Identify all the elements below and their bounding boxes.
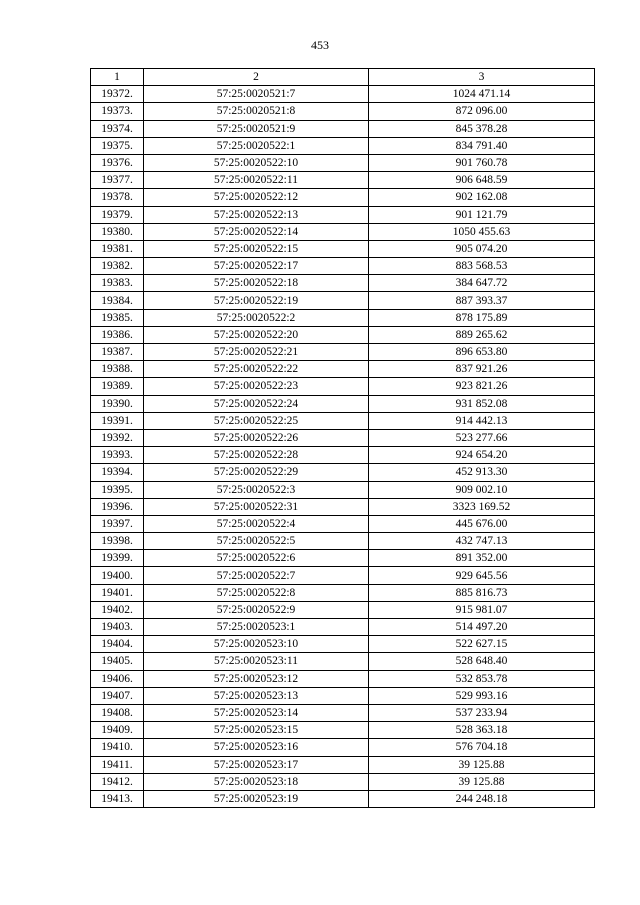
cell-row-number: 19391. bbox=[91, 412, 144, 429]
cell-cadastral-number: 57:25:0020522:29 bbox=[144, 464, 369, 481]
cell-cadastral-number: 57:25:0020521:8 bbox=[144, 103, 369, 120]
cell-value: 514 497.20 bbox=[369, 619, 595, 636]
cell-value: 906 648.59 bbox=[369, 172, 595, 189]
cell-cadastral-number: 57:25:0020522:20 bbox=[144, 326, 369, 343]
cell-row-number: 19375. bbox=[91, 137, 144, 154]
table-row bbox=[91, 309, 595, 326]
table-row bbox=[91, 533, 595, 550]
cell-row-number: 19398. bbox=[91, 533, 144, 550]
cell-value: 576 704.18 bbox=[369, 739, 595, 756]
cell-row-number: 19413. bbox=[91, 790, 144, 807]
table-row bbox=[91, 498, 595, 515]
cell-value: 522 627.15 bbox=[369, 636, 595, 653]
cell-value: 878 175.89 bbox=[369, 309, 595, 326]
cell-value: 1024 471.14 bbox=[369, 86, 595, 103]
cell-row-number: 19401. bbox=[91, 584, 144, 601]
cell-cadastral-number: 57:25:0020523:10 bbox=[144, 636, 369, 653]
table-row bbox=[91, 395, 595, 412]
cell-row-number: 19397. bbox=[91, 515, 144, 532]
cell-value: 901 121.79 bbox=[369, 206, 595, 223]
cell-row-number: 19378. bbox=[91, 189, 144, 206]
cell-value: 887 393.37 bbox=[369, 292, 595, 309]
cell-cadastral-number: 57:25:0020523:11 bbox=[144, 653, 369, 670]
cell-row-number: 19412. bbox=[91, 773, 144, 790]
cell-cadastral-number: 57:25:0020522:15 bbox=[144, 240, 369, 257]
cell-row-number: 19376. bbox=[91, 154, 144, 171]
cell-value: 834 791.40 bbox=[369, 137, 595, 154]
cell-row-number: 19410. bbox=[91, 739, 144, 756]
table-row bbox=[91, 653, 595, 670]
cell-cadastral-number: 57:25:0020522:13 bbox=[144, 206, 369, 223]
cell-cadastral-number: 57:25:0020521:9 bbox=[144, 120, 369, 137]
cell-value: 39 125.88 bbox=[369, 756, 595, 773]
cell-value: 896 653.80 bbox=[369, 344, 595, 361]
cell-cadastral-number: 57:25:0020522:19 bbox=[144, 292, 369, 309]
cell-value: 883 568.53 bbox=[369, 258, 595, 275]
cell-row-number: 19393. bbox=[91, 447, 144, 464]
table-row bbox=[91, 567, 595, 584]
table-row bbox=[91, 464, 595, 481]
cell-row-number: 19377. bbox=[91, 172, 144, 189]
cell-cadastral-number: 57:25:0020522:9 bbox=[144, 601, 369, 618]
cell-value: 452 913.30 bbox=[369, 464, 595, 481]
cell-row-number: 19409. bbox=[91, 722, 144, 739]
cell-cadastral-number: 57:25:0020522:18 bbox=[144, 275, 369, 292]
table-row bbox=[91, 86, 595, 103]
cell-row-number: 19373. bbox=[91, 103, 144, 120]
table-row bbox=[91, 292, 595, 309]
cell-value: 891 352.00 bbox=[369, 550, 595, 567]
cell-value: 3323 169.52 bbox=[369, 498, 595, 515]
cell-cadastral-number: 57:25:0020522:14 bbox=[144, 223, 369, 240]
table-body bbox=[91, 86, 595, 808]
cell-cadastral-number: 57:25:0020522:26 bbox=[144, 429, 369, 446]
table-row bbox=[91, 137, 595, 154]
table-row bbox=[91, 206, 595, 223]
table-row bbox=[91, 756, 595, 773]
table-row bbox=[91, 412, 595, 429]
cell-cadastral-number: 57:25:0020522:2 bbox=[144, 309, 369, 326]
cell-row-number: 19400. bbox=[91, 567, 144, 584]
cell-value: 931 852.08 bbox=[369, 395, 595, 412]
cell-row-number: 19389. bbox=[91, 378, 144, 395]
table-row bbox=[91, 619, 595, 636]
cell-cadastral-number: 57:25:0020522:28 bbox=[144, 447, 369, 464]
cell-cadastral-number: 57:25:0020522:31 bbox=[144, 498, 369, 515]
cell-row-number: 19387. bbox=[91, 344, 144, 361]
table-row bbox=[91, 172, 595, 189]
cell-row-number: 19396. bbox=[91, 498, 144, 515]
table-row bbox=[91, 636, 595, 653]
cell-row-number: 19386. bbox=[91, 326, 144, 343]
cell-row-number: 19381. bbox=[91, 240, 144, 257]
cell-value: 905 074.20 bbox=[369, 240, 595, 257]
column-header-value: 3 bbox=[369, 69, 595, 86]
cell-row-number: 19384. bbox=[91, 292, 144, 309]
table-row bbox=[91, 189, 595, 206]
table-row bbox=[91, 601, 595, 618]
table-header-row bbox=[91, 69, 595, 86]
cell-row-number: 19407. bbox=[91, 687, 144, 704]
table-row bbox=[91, 773, 595, 790]
table-row bbox=[91, 550, 595, 567]
table-row bbox=[91, 739, 595, 756]
table-row bbox=[91, 704, 595, 721]
cell-row-number: 19394. bbox=[91, 464, 144, 481]
table-row bbox=[91, 447, 595, 464]
table-row bbox=[91, 344, 595, 361]
cell-cadastral-number: 57:25:0020522:17 bbox=[144, 258, 369, 275]
registry-table bbox=[90, 68, 595, 808]
cell-value: 528 648.40 bbox=[369, 653, 595, 670]
cell-cadastral-number: 57:25:0020522:7 bbox=[144, 567, 369, 584]
table-row bbox=[91, 154, 595, 171]
table-row bbox=[91, 223, 595, 240]
cell-cadastral-number: 57:25:0020523:19 bbox=[144, 790, 369, 807]
cell-cadastral-number: 57:25:0020523:12 bbox=[144, 670, 369, 687]
cell-row-number: 19411. bbox=[91, 756, 144, 773]
cell-value: 889 265.62 bbox=[369, 326, 595, 343]
cell-value: 902 162.08 bbox=[369, 189, 595, 206]
cell-row-number: 19380. bbox=[91, 223, 144, 240]
cell-value: 528 363.18 bbox=[369, 722, 595, 739]
cell-cadastral-number: 57:25:0020523:15 bbox=[144, 722, 369, 739]
cell-row-number: 19385. bbox=[91, 309, 144, 326]
cell-value: 929 645.56 bbox=[369, 567, 595, 584]
cell-row-number: 19403. bbox=[91, 619, 144, 636]
cell-value: 885 816.73 bbox=[369, 584, 595, 601]
cell-cadastral-number: 57:25:0020522:22 bbox=[144, 361, 369, 378]
cell-value: 909 002.10 bbox=[369, 481, 595, 498]
cell-cadastral-number: 57:25:0020522:6 bbox=[144, 550, 369, 567]
cell-value: 924 654.20 bbox=[369, 447, 595, 464]
cell-row-number: 19405. bbox=[91, 653, 144, 670]
cell-row-number: 19404. bbox=[91, 636, 144, 653]
cell-cadastral-number: 57:25:0020522:1 bbox=[144, 137, 369, 154]
table-row bbox=[91, 258, 595, 275]
cell-cadastral-number: 57:25:0020521:7 bbox=[144, 86, 369, 103]
cell-value: 923 821.26 bbox=[369, 378, 595, 395]
cell-cadastral-number: 57:25:0020523:14 bbox=[144, 704, 369, 721]
table-row bbox=[91, 687, 595, 704]
cell-value: 244 248.18 bbox=[369, 790, 595, 807]
cell-row-number: 19406. bbox=[91, 670, 144, 687]
cell-cadastral-number: 57:25:0020523:17 bbox=[144, 756, 369, 773]
column-header-cadastral-number: 2 bbox=[144, 69, 369, 86]
cell-row-number: 19402. bbox=[91, 601, 144, 618]
cell-value: 537 233.94 bbox=[369, 704, 595, 721]
cell-value: 445 676.00 bbox=[369, 515, 595, 532]
cell-row-number: 19374. bbox=[91, 120, 144, 137]
table-row bbox=[91, 240, 595, 257]
cell-cadastral-number: 57:25:0020522:10 bbox=[144, 154, 369, 171]
cell-value: 523 277.66 bbox=[369, 429, 595, 446]
cell-row-number: 19390. bbox=[91, 395, 144, 412]
cell-row-number: 19408. bbox=[91, 704, 144, 721]
cell-value: 915 981.07 bbox=[369, 601, 595, 618]
table-row bbox=[91, 790, 595, 807]
cell-row-number: 19372. bbox=[91, 86, 144, 103]
cell-row-number: 19388. bbox=[91, 361, 144, 378]
cell-row-number: 19382. bbox=[91, 258, 144, 275]
cell-cadastral-number: 57:25:0020523:13 bbox=[144, 687, 369, 704]
cell-row-number: 19399. bbox=[91, 550, 144, 567]
page-number: 453 bbox=[311, 38, 329, 52]
cell-cadastral-number: 57:25:0020522:8 bbox=[144, 584, 369, 601]
cell-value: 39 125.88 bbox=[369, 773, 595, 790]
cell-value: 384 647.72 bbox=[369, 275, 595, 292]
cell-cadastral-number: 57:25:0020522:11 bbox=[144, 172, 369, 189]
cell-value: 529 993.16 bbox=[369, 687, 595, 704]
table-row bbox=[91, 670, 595, 687]
cell-row-number: 19392. bbox=[91, 429, 144, 446]
column-header-number: 1 bbox=[91, 69, 144, 86]
cell-cadastral-number: 57:25:0020522:23 bbox=[144, 378, 369, 395]
cell-cadastral-number: 57:25:0020522:24 bbox=[144, 395, 369, 412]
table-row bbox=[91, 378, 595, 395]
table-row bbox=[91, 584, 595, 601]
cell-cadastral-number: 57:25:0020522:4 bbox=[144, 515, 369, 532]
cell-value: 872 096.00 bbox=[369, 103, 595, 120]
table-row bbox=[91, 326, 595, 343]
table-row bbox=[91, 429, 595, 446]
cell-value: 1050 455.63 bbox=[369, 223, 595, 240]
cell-value: 532 853.78 bbox=[369, 670, 595, 687]
cell-cadastral-number: 57:25:0020522:25 bbox=[144, 412, 369, 429]
cell-cadastral-number: 57:25:0020522:3 bbox=[144, 481, 369, 498]
cell-value: 901 760.78 bbox=[369, 154, 595, 171]
cell-cadastral-number: 57:25:0020523:1 bbox=[144, 619, 369, 636]
table-row bbox=[91, 361, 595, 378]
cell-cadastral-number: 57:25:0020522:21 bbox=[144, 344, 369, 361]
cell-cadastral-number: 57:25:0020522:12 bbox=[144, 189, 369, 206]
cell-cadastral-number: 57:25:0020523:16 bbox=[144, 739, 369, 756]
cell-row-number: 19395. bbox=[91, 481, 144, 498]
cell-row-number: 19383. bbox=[91, 275, 144, 292]
cell-row-number: 19379. bbox=[91, 206, 144, 223]
cell-value: 914 442.13 bbox=[369, 412, 595, 429]
cell-cadastral-number: 57:25:0020523:18 bbox=[144, 773, 369, 790]
table-row bbox=[91, 481, 595, 498]
table-row bbox=[91, 515, 595, 532]
cell-cadastral-number: 57:25:0020522:5 bbox=[144, 533, 369, 550]
table-row bbox=[91, 120, 595, 137]
cell-value: 845 378.28 bbox=[369, 120, 595, 137]
table-row bbox=[91, 722, 595, 739]
cell-value: 432 747.13 bbox=[369, 533, 595, 550]
cell-value: 837 921.26 bbox=[369, 361, 595, 378]
table-row bbox=[91, 275, 595, 292]
table-row bbox=[91, 103, 595, 120]
